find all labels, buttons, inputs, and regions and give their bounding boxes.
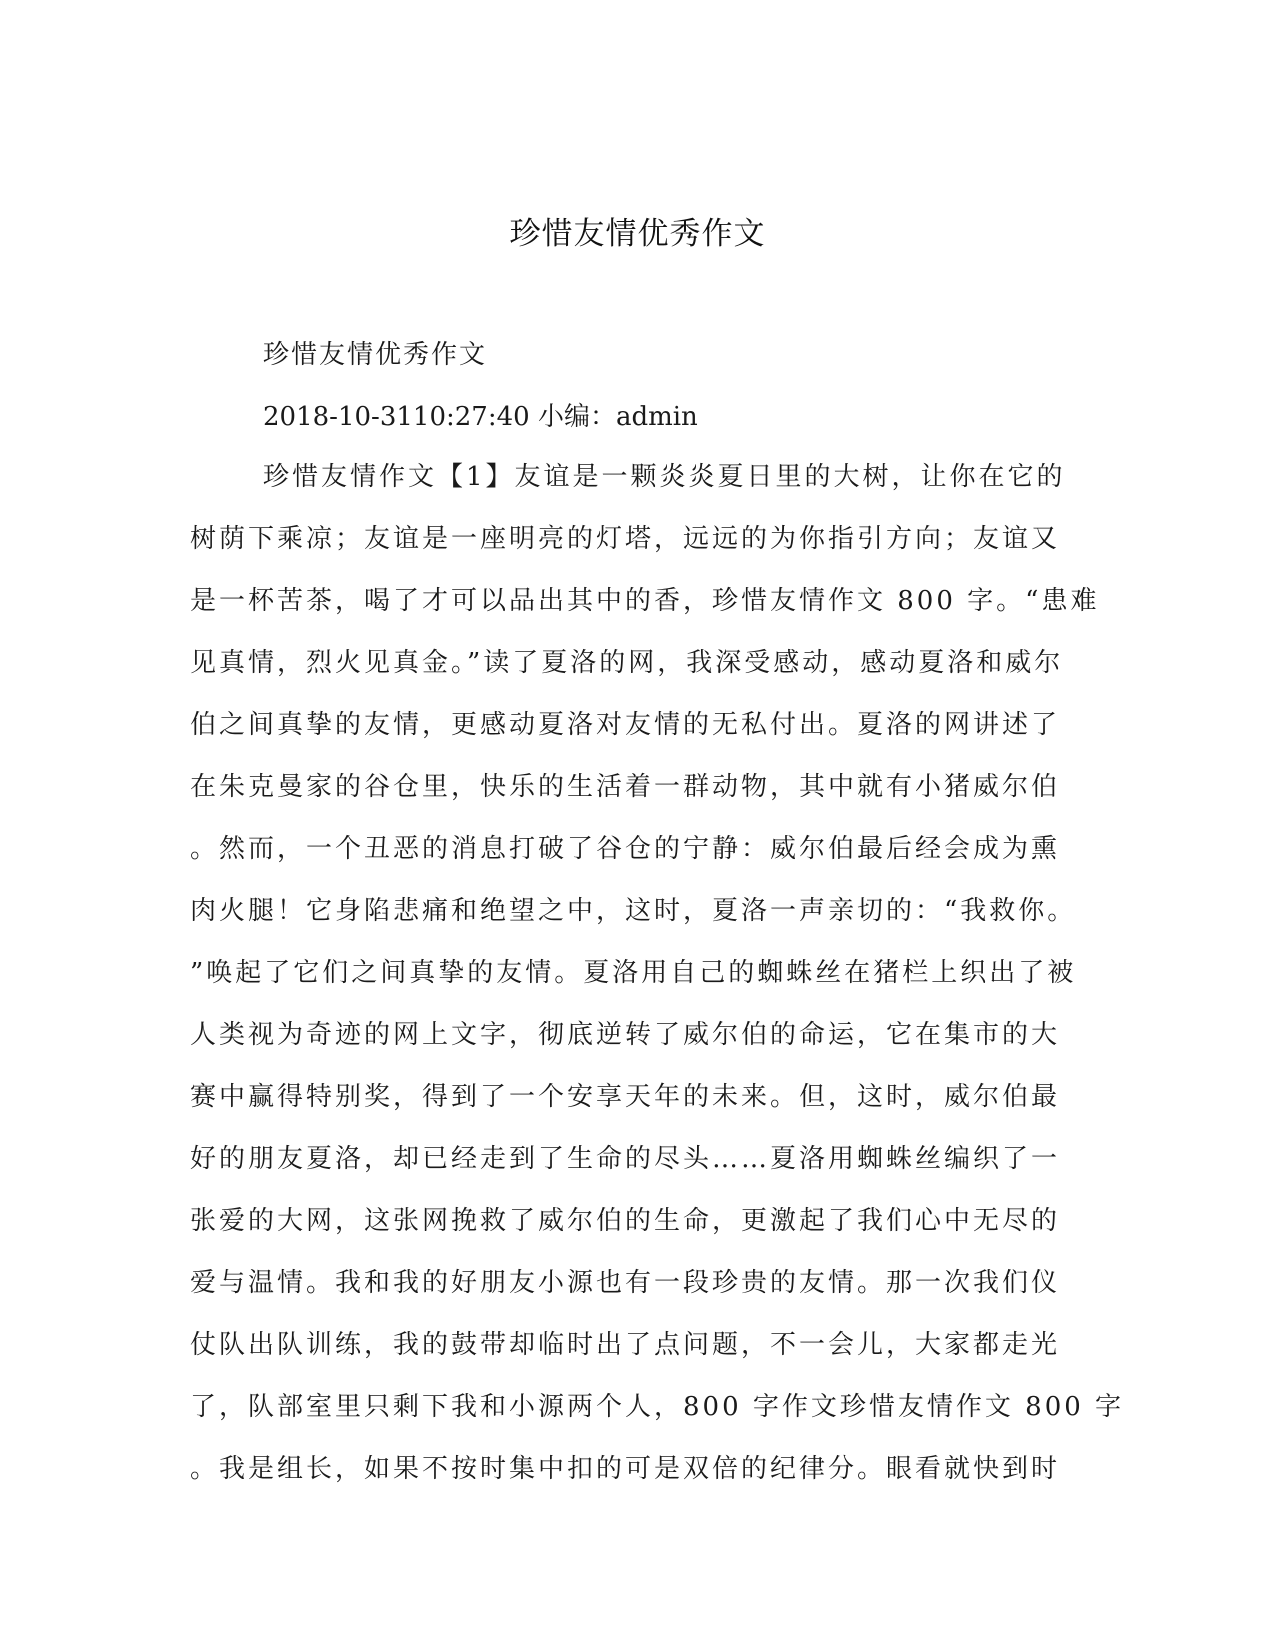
article-body (190, 456, 1125, 1510)
body-line: 。我是组长，如果不按时集中扣的可是双倍的纪律分。眼看就快到时 (190, 1454, 1061, 1484)
body-line: 好的朋友夏洛，却已经走到了生命的尽头……夏洛用蜘蛛丝编织了一 (190, 1144, 1061, 1174)
body-line: 肉火腿！它身陷悲痛和绝望之中，这时，夏洛一声亲切的：“我救你。 (190, 896, 1077, 926)
body-line: 了，队部室里只剩下我和小源两个人，800 字作文珍惜友情作文 800 字 (190, 1392, 1125, 1422)
body-line: ”唤起了它们之间真挚的友情。夏洛用自己的蜘蛛丝在猪栏上织出了被 (190, 958, 1077, 988)
body-line: 人类视为奇迹的网上文字，彻底逆转了威尔伯的命运，它在集市的大 (190, 1020, 1061, 1050)
body-line: 。然而，一个丑恶的消息打破了谷仓的宁静：威尔伯最后经会成为熏 (190, 834, 1061, 864)
body-line: 张爱的大网，这张网挽救了威尔伯的生命，更激起了我们心中无尽的 (190, 1206, 1061, 1236)
body-line: 伯之间真挚的友情，更感动夏洛对友情的无私付出。夏洛的网讲述了 (190, 710, 1061, 740)
article-subtitle: 珍惜友情优秀作文 (263, 340, 488, 370)
body-line: 仗队出队训练，我的鼓带却临时出了点问题，不一会儿，大家都走光 (190, 1330, 1061, 1360)
body-line: 赛中赢得特别奖，得到了一个安享天年的未来。但，这时，威尔伯最 (190, 1082, 1061, 1112)
body-line: 爱与温情。我和我的好朋友小源也有一段珍贵的友情。那一次我们仪 (190, 1268, 1061, 1298)
document-title: 珍惜友情优秀作文 (509, 216, 766, 252)
body-line: 是一杯苦茶，喝了才可以品出其中的香，珍惜友情作文 800 字。“患难 (190, 586, 1100, 616)
body-line: 见真情，烈火见真金。”读了夏洛的网，我深受感动，感动夏洛和威尔 (190, 648, 1064, 678)
date-author-line: 2018-10-3110:27:40 小编：admin (263, 402, 698, 432)
body-line: 在朱克曼家的谷仓里，快乐的生活着一群动物，其中就有小猪威尔伯 (190, 772, 1061, 802)
body-line: 珍惜友情作文【1】友谊是一颗炎炎夏日里的大树，让你在它的 (263, 462, 1066, 492)
body-line: 树荫下乘凉；友谊是一座明亮的灯塔，远远的为你指引方向；友谊又 (190, 524, 1061, 554)
